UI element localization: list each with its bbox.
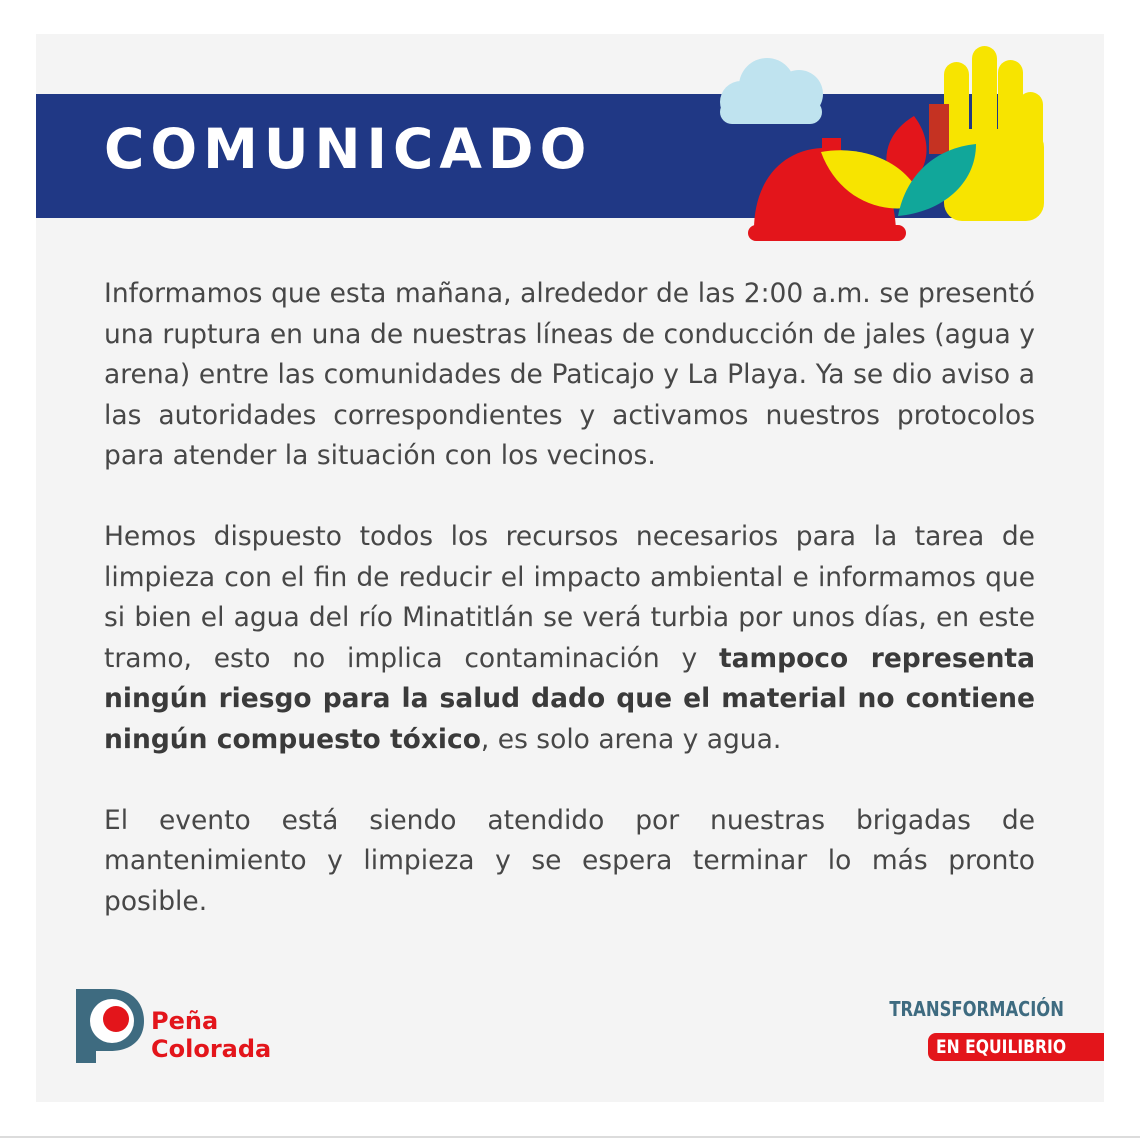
slogan-bottom: EN EQUILIBRIO	[936, 1036, 1067, 1058]
logo-line-2: Colorada	[151, 1035, 272, 1063]
communique-card	[36, 34, 1104, 1102]
body-text	[104, 274, 1035, 963]
paragraph-1: Informamos que esta mañana, alrededor de las 2:00 a.m. se presentó una ruptura en una de nuestras líneas de conducción de jales (agua y arena) entre las comunidades de Paticajo y La Playa. Ya se dio aviso a las autoridades correspondientes y activamos nuestros protocolos para atender la situación con los vecinos.	[104, 278, 1035, 471]
page-divider	[0, 1136, 1140, 1138]
header-banner	[36, 94, 1016, 218]
page-title: COMUNICADO	[104, 117, 593, 181]
slogan-top: TRANSFORMACIÓN	[889, 997, 1064, 1021]
paragraph-2-bold: tampoco representa ningún riesgo para la salud dado que el material no contiene ningún compuesto tóxico	[104, 642, 1035, 755]
slogan	[889, 997, 1104, 1067]
paragraph-2-text: Hemos dispuesto todos los recursos necesarios para la tarea de limpieza con el fin de reducir el impacto ambiental e informamos que si bien el agua del río Minatitlán se verá turbia por unos días, en este tramo, esto no implica contaminación y	[104, 521, 1035, 674]
pena-colorada-logo	[76, 989, 336, 1069]
paragraph-2-end: , es solo arena y agua.	[480, 723, 782, 755]
slogan-badge	[928, 1033, 1104, 1061]
paragraph-2	[104, 517, 1035, 760]
paragraph-3: El evento está siendo atendido por nuestras brigadas de mantenimiento y limpieza y se espera terminar lo más pronto posible.	[104, 804, 1035, 917]
pena-colorada-logo-icon	[76, 989, 146, 1069]
logo-wordmark	[151, 1007, 271, 1063]
logo-line-1: Peña	[151, 1007, 219, 1035]
